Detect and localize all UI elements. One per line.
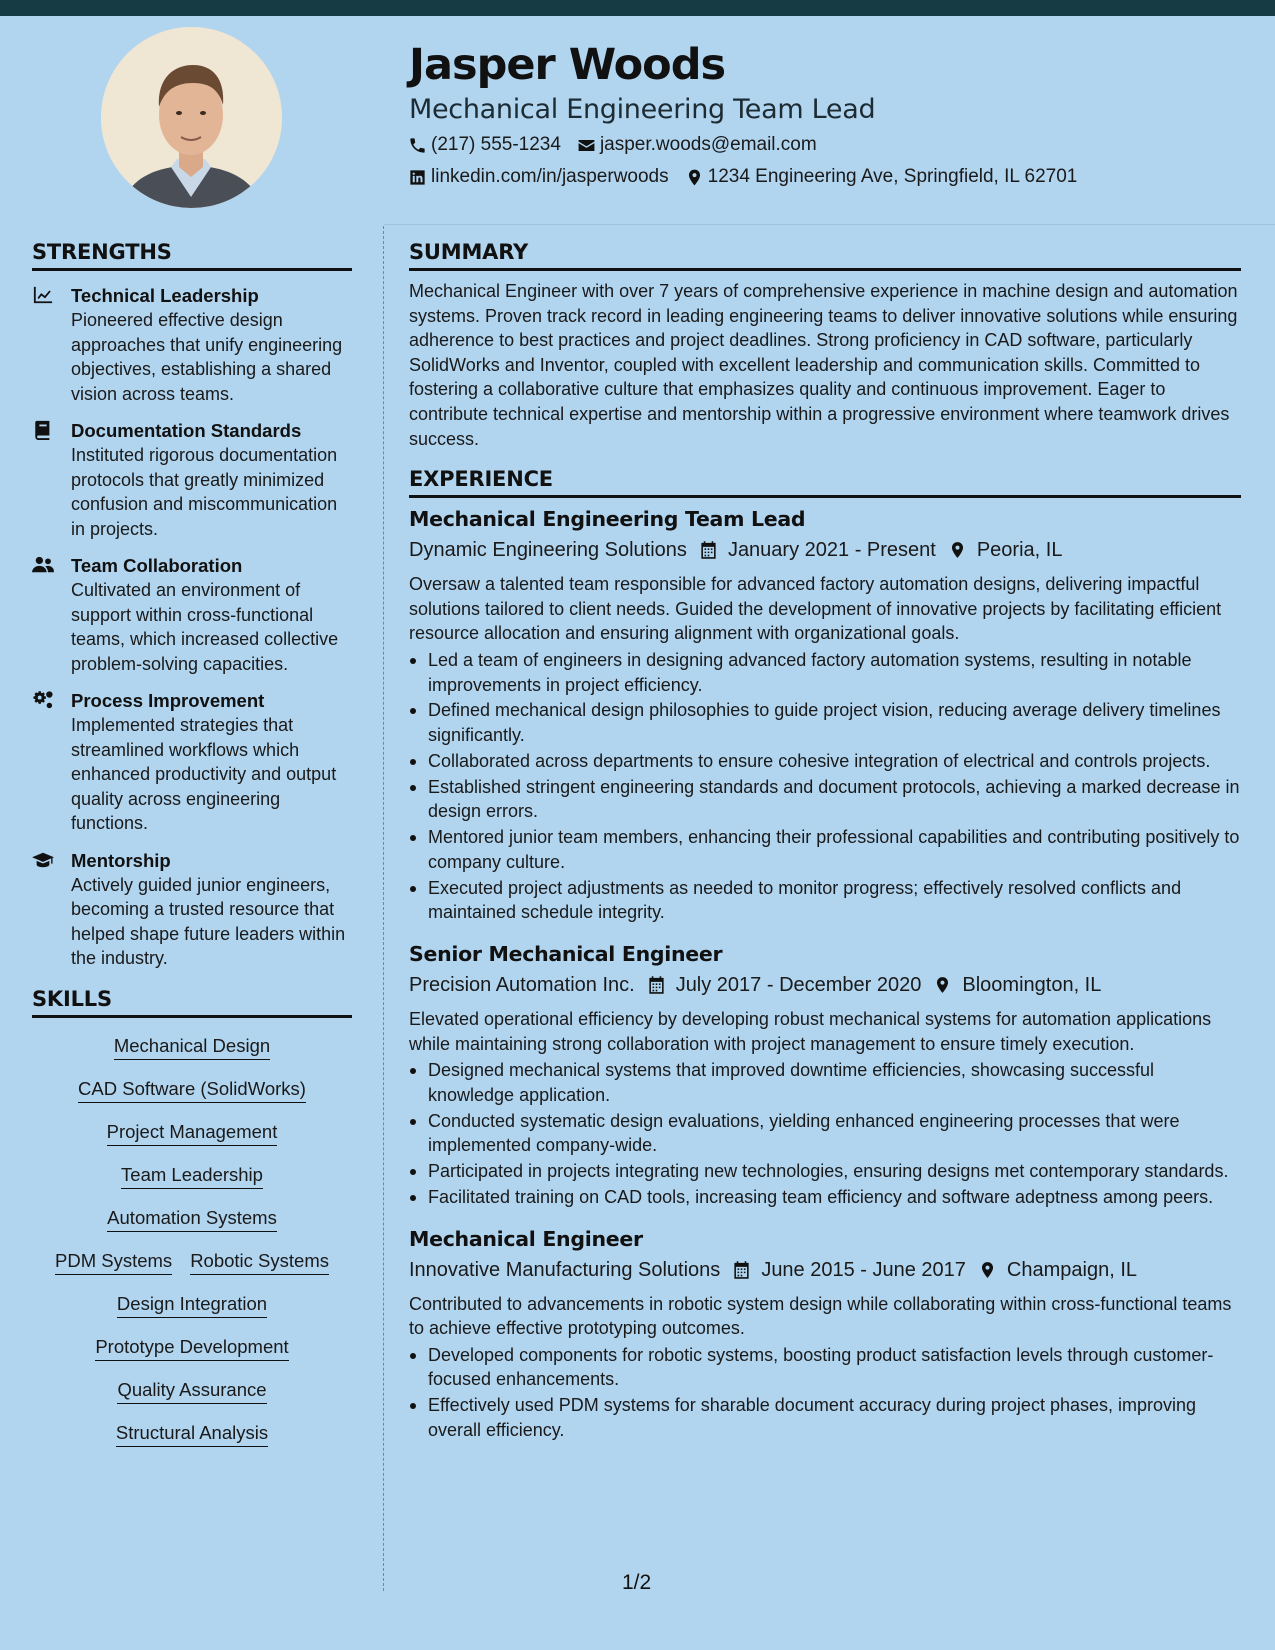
job-dates: [699, 536, 936, 564]
linkedin-text[interactable]: linkedin.com/in/jasperwoods: [431, 166, 669, 187]
skill-tag: PDM Systems: [55, 1250, 172, 1275]
calendar-icon: [647, 975, 666, 995]
contact-row-1: [408, 134, 833, 156]
contact-row-2: [408, 166, 1093, 188]
job-location-text: Bloomington, IL: [962, 973, 1102, 996]
bullet-item: Conducted systematic design evaluations, yielding enhanced engineering processes that were implemented company-wide.: [409, 1109, 1241, 1158]
job-bullets: [409, 1058, 1241, 1209]
skill-tag: Project Management: [107, 1121, 278, 1146]
strength-desc: Pioneered effective design approaches that unify engineering objectives, establishing a shared vision across teams.: [71, 310, 343, 404]
job-title: Senior Mechanical Engineer: [409, 941, 723, 966]
phone-text: (217) 555-1234: [431, 134, 561, 155]
map-pin-icon: [948, 540, 967, 560]
job-description: Elevated operational efficiency by developing robust mechanical systems for automation applications while maintaining strong collaboration with project management to ensure timely execution.: [409, 1008, 1212, 1054]
strength-title: Technical Leadership: [71, 285, 259, 306]
skills-list: [32, 1030, 352, 1460]
strengths-list: [32, 283, 352, 971]
job-location-text: Peoria, IL: [976, 539, 1063, 562]
job-dates-text: July 2017 - December 2020: [675, 973, 922, 996]
main-content: [409, 240, 1241, 1444]
job-meta: [409, 1256, 1241, 1284]
profile-photo: [101, 27, 282, 208]
graduation-cap-icon: [32, 850, 54, 870]
job-title: Mechanical Engineer: [409, 1226, 643, 1251]
job-company: Dynamic Engineering Solutions: [409, 539, 687, 562]
skill-tag: CAD Software (SolidWorks): [78, 1078, 306, 1103]
top-bar: [0, 0, 1275, 16]
phone-icon: [408, 136, 427, 155]
gears-icon: [32, 690, 54, 710]
bullet-item: Designed mechanical systems that improved downtime efficiencies, showcasing successful knowledge application.: [409, 1058, 1241, 1107]
address-contact: [685, 166, 1078, 188]
strengths-heading: STRENGTHS: [32, 240, 352, 271]
bullet-item: Mentored junior team members, enhancing their professional capabilities and contributing positively to company culture.: [409, 825, 1241, 874]
linkedin-icon: [408, 168, 427, 187]
strength-desc: Instituted rigorous documentation protocols that greatly minimized confusion and miscommunication in projects.: [71, 445, 338, 539]
bullet-item: Led a team of engineers in designing advanced factory automation systems, resulting in notable improvements in project efficiency.: [409, 648, 1241, 697]
skill-tag: Structural Analysis: [116, 1422, 268, 1447]
job-entry: [409, 1224, 1241, 1443]
envelope-icon: [577, 136, 596, 155]
strength-title: Mentorship: [71, 849, 171, 871]
job-dates: [732, 1256, 966, 1284]
bullet-item: Collaborated across departments to ensure cohesive integration of electrical and controls projects.: [409, 749, 1241, 774]
strength-desc: Actively guided junior engineers, becoming a trusted resource that helped shape future leaders within the industry.: [71, 874, 346, 968]
header-divider: [384, 224, 1275, 225]
column-divider: [383, 226, 384, 1591]
candidate-title: Mechanical Engineering Team Lead: [409, 94, 876, 125]
skills-heading: SKILLS: [32, 987, 352, 1018]
job-company: Innovative Manufacturing Solutions: [409, 1258, 721, 1281]
experience-heading: EXPERIENCE: [409, 467, 1241, 498]
strength-item: [32, 283, 352, 406]
job-entry: [409, 939, 1241, 1210]
skill-tag: Mechanical Design: [114, 1035, 270, 1060]
map-pin-icon: [933, 975, 952, 995]
summary-text: Mechanical Engineer with over 7 years of comprehensive experience in machine design and automation systems. Proven track record in leading engineering teams to deliver innovative solutions while ensuring adherence to best practices and project deadlines. Strong proficiency in CAD software, particularly SolidWorks and Inventor, coupled with excellent leadership and communication skills. Committed to fostering a collaborative culture that emphasizes quality and continuous improvement. Eager to contribute technical expertise and mentorship within a progressive environment where teamwork drives success.: [409, 281, 1238, 449]
strength-desc: Implemented strategies that streamlined workflows which enhanced productivity and output quality across engineering functions.: [71, 715, 337, 833]
skill-tag: Team Leadership: [121, 1164, 263, 1189]
job-entry: [409, 504, 1241, 925]
job-location: [933, 971, 1101, 999]
bullet-item: Established stringent engineering standards and document protocols, achieving a marked decrease in design errors.: [409, 775, 1241, 824]
email-contact[interactable]: [577, 134, 817, 156]
job-dates: [647, 971, 922, 999]
skill-tag: Prototype Development: [95, 1336, 288, 1361]
book-icon: [32, 420, 54, 440]
calendar-icon: [732, 1260, 751, 1280]
summary-heading: SUMMARY: [409, 240, 1241, 271]
job-company: Precision Automation Inc.: [409, 973, 635, 996]
page-number: 1/2: [622, 1571, 652, 1594]
bullet-item: Executed project adjustments as needed to monitor progress; effectively resolved conflicts and maintained schedule integrity.: [409, 876, 1241, 925]
job-dates-text: June 2015 - June 2017: [761, 1258, 966, 1281]
email-text[interactable]: jasper.woods@email.com: [599, 134, 817, 155]
bullet-item: Effectively used PDM systems for sharable document accuracy during project phases, improving overall efficiency.: [409, 1393, 1241, 1442]
linkedin-contact[interactable]: [408, 166, 669, 188]
users-icon: [32, 555, 54, 575]
strength-title: Process Improvement: [71, 690, 265, 711]
skill-tag: Robotic Systems: [190, 1250, 329, 1275]
strength-item: [32, 688, 352, 836]
job-bullets: [409, 1343, 1241, 1443]
phone-contact: [408, 134, 561, 156]
chart-line-icon: [32, 285, 54, 305]
strength-item: [32, 418, 352, 541]
job-location: [978, 1256, 1137, 1284]
job-location: [948, 536, 1063, 564]
map-pin-icon: [978, 1260, 997, 1280]
job-location-text: Champaign, IL: [1006, 1258, 1137, 1281]
strength-title: Documentation Standards: [71, 420, 302, 441]
map-pin-icon: [685, 168, 704, 187]
job-dates-text: January 2021 - Present: [727, 539, 936, 562]
job-meta: [409, 971, 1241, 999]
bullet-item: Participated in projects integrating new technologies, ensuring designs met contemporary standards.: [409, 1159, 1241, 1184]
job-bullets: [409, 648, 1241, 925]
sidebar: [32, 240, 352, 1460]
strength-item: [32, 553, 352, 676]
skill-tag: Design Integration: [117, 1293, 267, 1318]
strength-desc: Cultivated an environment of support within cross-functional teams, which increased collective problem-solving capacities.: [71, 580, 339, 674]
candidate-name: Jasper Woods: [409, 40, 726, 90]
strength-item: [32, 848, 352, 971]
job-meta: [409, 536, 1241, 564]
strength-title: Team Collaboration: [71, 555, 243, 576]
bullet-item: Developed components for robotic systems, boosting product satisfaction levels through customer-focused enhancements.: [409, 1343, 1241, 1392]
address-text: 1234 Engineering Ave, Springfield, IL 62701: [707, 166, 1078, 187]
job-description: Contributed to advancements in robotic system design while collaborating within cross-functional teams to achieve effective prototyping outcomes.: [409, 1293, 1232, 1339]
skill-tag: Automation Systems: [107, 1207, 277, 1232]
bullet-item: Facilitated training on CAD tools, increasing team efficiency and software adeptness among peers.: [409, 1185, 1241, 1210]
job-description: Oversaw a talented team responsible for advanced factory automation designs, delivering impactful solutions tailored to client needs. Guided the development of innovative projects by facilitating efficient resource allocation and ensuring alignment with organizational goals.: [409, 574, 1222, 644]
bullet-item: Defined mechanical design philosophies to guide project vision, reducing average delivery timelines significantly.: [409, 698, 1241, 747]
job-title: Mechanical Engineering Team Lead: [409, 507, 806, 532]
skill-tag: Quality Assurance: [117, 1379, 266, 1404]
calendar-icon: [699, 540, 718, 560]
